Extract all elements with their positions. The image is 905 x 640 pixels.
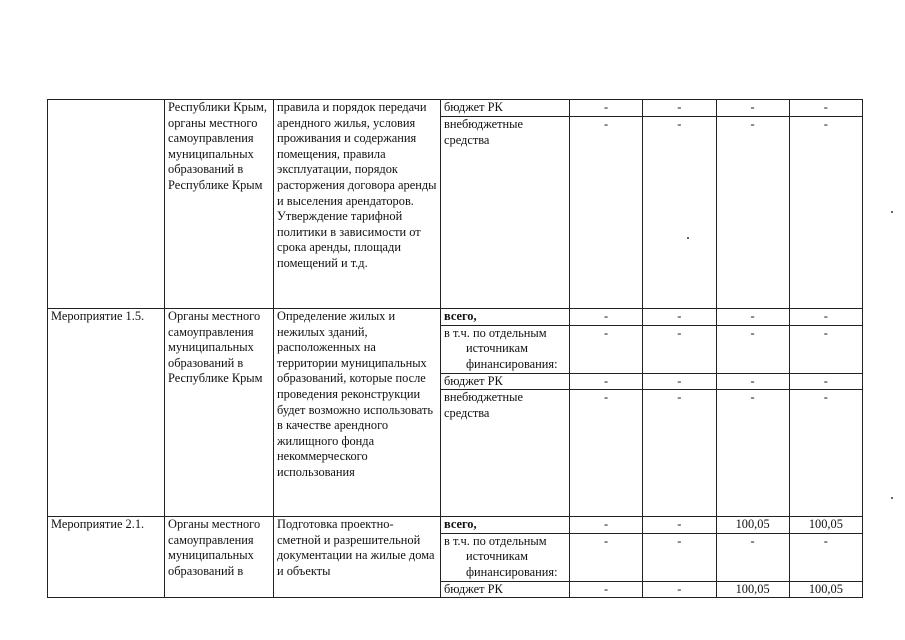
source-label-line1: в т.ч. по отдельным: [444, 325, 547, 340]
value-cell: 100,05: [789, 581, 862, 598]
value-cell: -: [643, 581, 716, 598]
source-label-line2: источникам финансирования:: [466, 549, 558, 579]
value-cell: -: [643, 373, 716, 390]
source-label: бюджет РК: [441, 100, 570, 117]
value-cell: -: [643, 517, 716, 534]
source-label-line1: в т.ч. по отдельным: [444, 533, 547, 548]
description-cell: правила и порядок передачи арендного жилья, условия проживания и содержания помещения, правила эксплуатации, порядок расторжения договора аренды и выселения арендаторов. Утверждение тарифной политики в зависимости от срока аренды, площади помещений и т.д.: [274, 100, 441, 309]
value-cell: -: [570, 325, 643, 373]
value-cell: -: [643, 390, 716, 517]
value-cell: -: [789, 373, 862, 390]
source-label: [441, 325, 570, 373]
source-label: бюджет РК: [441, 373, 570, 390]
value-cell: -: [643, 117, 716, 309]
value-cell: -: [643, 100, 716, 117]
value-cell: -: [716, 325, 789, 373]
value-cell: -: [570, 373, 643, 390]
event-cell: [48, 100, 165, 309]
value-cell: -: [716, 390, 789, 517]
value-cell: 100,05: [789, 517, 862, 534]
scan-speck: [891, 211, 893, 213]
table-row: [48, 309, 863, 326]
executor-cell: Органы местного самоуправления муниципальных образований в: [165, 517, 274, 598]
value-cell: -: [570, 581, 643, 598]
description-cell: Определение жилых и нежилых зданий, расположенных на территории муниципальных образований, которые после проведения реконструкции будет возможно использовать в качестве арендного жилищного фонда некоммерческого использования: [274, 309, 441, 517]
event-cell: Мероприятие 1.5.: [48, 309, 165, 517]
description-cell: Подготовка проектно-сметной и разрешительной документации на жилые дома и объекты: [274, 517, 441, 598]
value-cell: -: [789, 309, 862, 326]
value-cell: -: [716, 533, 789, 581]
value-cell: -: [643, 325, 716, 373]
budget-table: [47, 99, 863, 598]
value-cell: -: [789, 325, 862, 373]
value-cell: -: [570, 517, 643, 534]
value-cell: -: [716, 117, 789, 309]
value-cell: -: [570, 309, 643, 326]
executor-cell: Органы местного самоуправления муниципальных образований в Республике Крым: [165, 309, 274, 517]
value-cell: -: [643, 309, 716, 326]
value-cell: -: [570, 390, 643, 517]
value-cell: -: [570, 117, 643, 309]
value-cell: 100,05: [716, 581, 789, 598]
table-row: [48, 517, 863, 534]
source-label: бюджет РК: [441, 581, 570, 598]
source-label: всего,: [441, 309, 570, 326]
value-cell: -: [643, 533, 716, 581]
value-cell: 100,05: [716, 517, 789, 534]
scan-speck: [687, 237, 689, 239]
value-cell: -: [716, 309, 789, 326]
source-label: [441, 533, 570, 581]
source-label-line2: источникам финансирования:: [466, 341, 558, 371]
scan-speck: [891, 497, 893, 499]
value-cell: -: [570, 100, 643, 117]
value-cell: -: [789, 117, 862, 309]
value-cell: -: [789, 100, 862, 117]
event-cell: Мероприятие 2.1.: [48, 517, 165, 598]
value-cell: -: [789, 390, 862, 517]
value-cell: -: [716, 373, 789, 390]
value-cell: -: [570, 533, 643, 581]
executor-cell: Республики Крым, органы местного самоуправления муниципальных образований в Республике Крым: [165, 100, 274, 309]
table-row: [48, 100, 863, 117]
source-label: всего,: [441, 517, 570, 534]
value-cell: -: [716, 100, 789, 117]
source-label: внебюджетные средства: [441, 390, 570, 517]
value-cell: -: [789, 533, 862, 581]
source-label: внебюджетные средства: [441, 117, 570, 309]
